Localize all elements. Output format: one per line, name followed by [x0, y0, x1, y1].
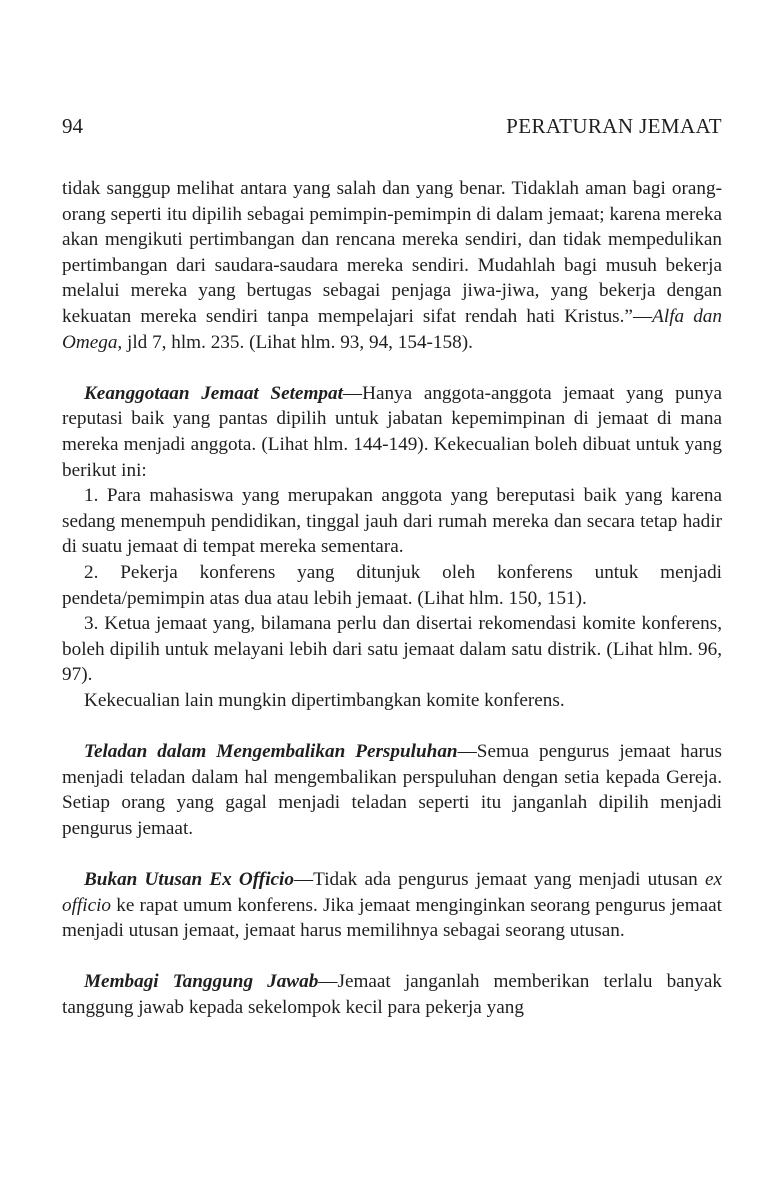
- list-item: 1. Para mahasiswa yang merupakan anggota yang bereputasi baik yang karena sedang menempuh pendidikan, tinggal jauh dari rumah mereka dan secara tetap hadir di suatu jemaat di tempat mereka sementara.: [62, 485, 722, 558]
- running-header: [62, 112, 722, 140]
- source-reference: jld 7, hlm. 235. (Lihat hlm. 93, 94, 154-158).: [122, 331, 473, 353]
- paragraph-text: tidak sanggup melihat antara yang salah dan yang benar. Tidaklah aman bagi orang-orang seperti itu dipilih sebagai pemimpin-pemimpin di dalam jemaat; karena mereka akan mengikuti pertimbangan dan rencana mereka sendiri, dan tidak mempedulikan pertimbangan dari saudara-saudara mereka sendiri. Mudahlah bagi musuh bekerja melalui mereka yang bertugas sebagai penjaga jiwa-jiwa, yang bekerja dengan kekuatan mereka sendiri tanpa mempelajari sifat rendah hati Kristus.”—: [62, 178, 722, 327]
- section-heading: Teladan dalam Mengembalikan Perspuluhan: [84, 741, 458, 763]
- section-heading: Membagi Tanggung Jawab: [84, 971, 319, 993]
- body-text: [62, 176, 722, 1021]
- section-text: —Semua pengurus jemaat harus menjadi teladan dalam hal mengembalikan perspuluhan dengan setia kepada Gereja. Setiap orang yang gagal menjadi teladan seperti itu janganlah dipilih menjadi pengurus jemaat.: [62, 741, 722, 839]
- section-text: —Tidak ada pengurus jemaat yang menjadi utusan: [293, 869, 705, 891]
- section-heading: Bukan Utusan Ex Officio: [84, 869, 294, 891]
- source-title: Alfa dan Omega,: [62, 305, 722, 353]
- section-tithe-example: [62, 739, 722, 841]
- list-item: 2. Pekerja konferens yang ditunjuk oleh konferens untuk menjadi pendeta/pemimpin atas dua atau lebih jemaat. (Lihat hlm. 150, 151).: [62, 561, 722, 609]
- page-number: 94: [62, 114, 83, 138]
- running-title: PERATURAN JEMAAT: [506, 114, 722, 138]
- section-heading: Keanggotaan Jemaat Setempat: [84, 382, 343, 404]
- section-text: —Jemaat janganlah memberikan terlalu banyak tanggung jawab kepada sekelompok kecil para pekerja yang: [62, 971, 722, 1018]
- section-text: ke rapat umum konferens. Jika jemaat menginginkan seorang pengurus jemaat menjadi utusan jemaat, jemaat harus memilihnya sebagai seorang utusan.: [62, 894, 722, 942]
- paragraph-continuation: [62, 176, 722, 355]
- section-sharing-responsibility: [62, 969, 722, 1020]
- section-closing: Kekecualian lain mungkin dipertimbangkan komite konferens.: [84, 689, 565, 711]
- section-ex-officio: [62, 867, 722, 944]
- latin-term: ex officio: [62, 869, 723, 916]
- section-text: —Hanya anggota-anggota jemaat yang punya reputasi baik yang pantas dipilih untuk jabatan kepemimpinan di jemaat di mana mereka menjadi anggota. (Lihat hlm. 144-149). Kekecualian boleh dibuat untuk yang berikut ini:: [62, 382, 722, 481]
- section-local-membership: [62, 381, 722, 483]
- list-item: 3. Ketua jemaat yang, bilamana perlu dan disertai rekomendasi komite konferens, boleh dipilih untuk melayani lebih dari satu jemaat dalam satu distrik. (Lihat hlm. 96, 97).: [62, 613, 722, 686]
